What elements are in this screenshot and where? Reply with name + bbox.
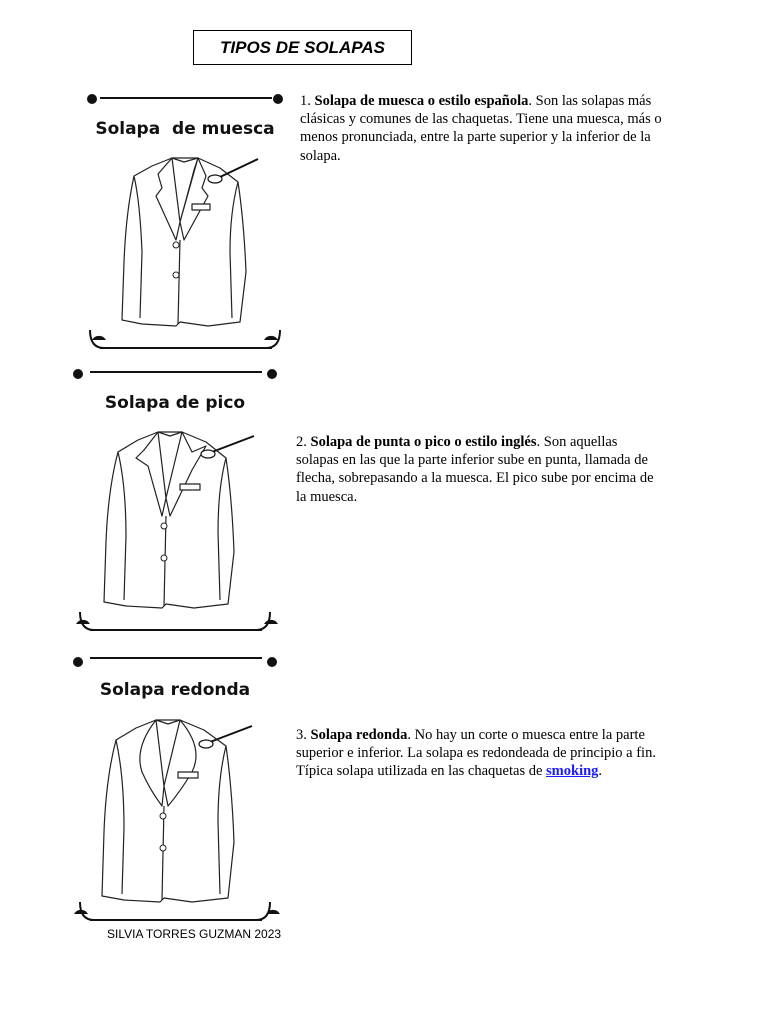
jacket-card-peak [70,366,280,638]
footer-author: SILVIA TORRES GUZMAN 2023 [107,927,282,941]
item-number: 1. [300,93,311,109]
jacket-card-notch [80,92,290,354]
description-round [296,726,664,781]
card-title: Solapa redonda [99,680,251,700]
card-title: Solapa de muesca [95,119,275,139]
item-text-end: . [598,763,603,780]
card-title: Solapa de pico [104,393,246,413]
jacket-card-round [70,652,280,928]
item-heading: Solapa de muesca o estilo española [314,93,529,109]
item-heading: Solapa de punta o pico o estilo inglés [310,434,537,450]
item-number: 3. [296,727,307,743]
item-text: . No hay un corte o muesca entre la parte superior e inferior. La solapa es redondeada de principio a fin. Típica solapa utilizada en las chaquetas de [296,727,656,780]
description-peak [296,433,656,506]
page-title: TIPOS DE SOLAPAS [193,30,412,65]
item-heading: Solapa redonda [310,727,408,743]
description-notch [300,92,668,165]
item-text: . Son las solapas más clásicas y comunes de las chaquetas. Tiene una muesca, más o menos pronunciada, entre la parte superior y la inferior de la solapa. [300,93,662,164]
smoking-link[interactable]: smoking [546,763,599,780]
item-number: 2. [296,434,307,450]
item-text: . Son aquellas solapas en las que la parte inferior sube en punta, llamada de flecha, sobrepasando a la muesca. El pico sube por encima de la muesca. [296,434,654,505]
